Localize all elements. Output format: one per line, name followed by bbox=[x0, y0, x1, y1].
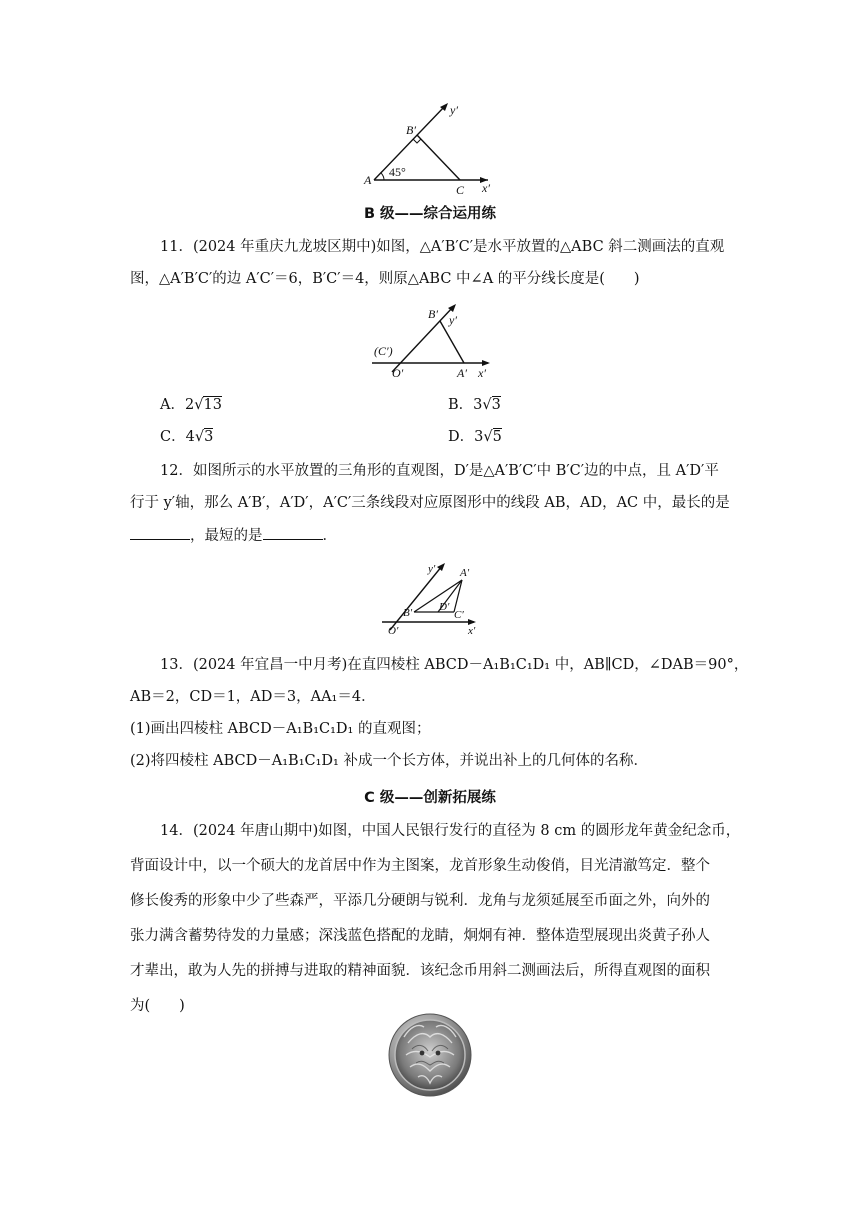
q12-blank-shortest[interactable] bbox=[263, 525, 323, 540]
q12-label-b: B′ bbox=[403, 607, 413, 619]
q11-option-a: A．2√13 bbox=[160, 397, 222, 413]
q13-line4: (2)将四棱柱 ABCD－A₁B₁C₁D₁ 补成一个长方体，并说出补上的几何体的名称． bbox=[130, 753, 648, 769]
q11-label-x: x′ bbox=[478, 366, 486, 380]
q13-line3: (1)画出四棱柱 ABCD－A₁B₁C₁D₁ 的直观图； bbox=[130, 721, 431, 737]
label-a: A bbox=[364, 173, 372, 187]
q14-line5: 才辈出，敢为人先的拼搏与进取的精神面貌．该纪念币用斜二测画法后，所得直观图的面积 bbox=[130, 963, 710, 979]
q12-label-c: C′ bbox=[454, 609, 464, 621]
q12-label-o: O′ bbox=[388, 625, 399, 637]
dragon-coin-image bbox=[388, 1013, 472, 1097]
q11-label-o: O′ bbox=[392, 366, 404, 380]
q11-option-b: B．3√3 bbox=[448, 397, 501, 413]
figure-q11 bbox=[370, 302, 500, 382]
q11-label-a: A′ bbox=[457, 366, 467, 380]
label-angle: 45° bbox=[389, 165, 406, 179]
q12-label-x: x′ bbox=[468, 625, 476, 637]
q14-line4: 张力满含蓄势待发的力量感；深浅蓝色搭配的龙睛，炯炯有神．整体造型展现出炎黄子孙人 bbox=[130, 928, 710, 944]
q12-label-a: A′ bbox=[460, 567, 470, 579]
q11-line2: 图，△A′B′C′的边 A′C′＝6，B′C′＝4，则原△ABC 中∠A 的平分线长度是( ) bbox=[130, 271, 640, 287]
q11-line1: 11．(2024 年重庆九龙坡区期中)如图，△A′B′C′是水平放置的△ABC 斜二测画法的直观 bbox=[160, 239, 725, 255]
figure-q12 bbox=[380, 560, 490, 638]
label-y: y′ bbox=[450, 103, 458, 117]
q14-line3: 修长俊秀的形象中少了些森严，平添几分硬朗与锐利．龙角与龙须延展至币面之外，向外的 bbox=[130, 893, 710, 909]
q13-line2: AB＝2，CD＝1，AD＝3，AA₁＝4． bbox=[130, 689, 376, 705]
label-b: B′ bbox=[406, 123, 416, 137]
q12-line3: ，最短的是 ． bbox=[130, 525, 730, 546]
q12-label-d: D′ bbox=[439, 601, 450, 613]
q11-option-d: D．3√5 bbox=[448, 429, 502, 445]
section-c-heading: C 级——创新拓展练 bbox=[364, 790, 496, 806]
q12-blank-longest[interactable] bbox=[130, 525, 190, 540]
q11-option-c: C．4√3 bbox=[160, 429, 214, 445]
q12-label-y: y′ bbox=[428, 563, 436, 575]
q14-line2: 背面设计中，以一个硕大的龙首居中作为主图案，龙首形象生动俊俏，目光清澈笃定．整个 bbox=[130, 858, 710, 874]
label-c: C bbox=[456, 183, 465, 197]
q14-line6: 为( ) bbox=[130, 998, 185, 1014]
q11-label-b: B′ bbox=[428, 307, 438, 321]
figure-top-triangle bbox=[360, 98, 510, 198]
q12-line2: 行于 y′轴，那么 A′B′，A′D′，A′C′三条线段对应原图形中的线段 AB，AD，AC 中，最长的是 bbox=[130, 495, 730, 511]
q11-label-c: (C′) bbox=[374, 344, 393, 358]
q13-line1: 13．(2024 年宜昌一中月考)在直四棱柱 ABCD－A₁B₁C₁D₁ 中，AB∥CD，∠DAB＝90°， bbox=[160, 657, 749, 673]
section-b-heading: B 级——综合运用练 bbox=[363, 206, 497, 222]
q11-label-y: y′ bbox=[449, 313, 457, 327]
q12-line1: 12．如图所示的水平放置的三角形的直观图，D′是△A′B′C′中 B′C′边的中点，且 A′D′平 bbox=[160, 463, 719, 479]
label-x: x′ bbox=[482, 181, 490, 195]
q14-line1: 14．(2024 年唐山期中)如图，中国人民银行发行的直径为 8 cm 的圆形龙年黄金纪念币， bbox=[160, 823, 741, 839]
